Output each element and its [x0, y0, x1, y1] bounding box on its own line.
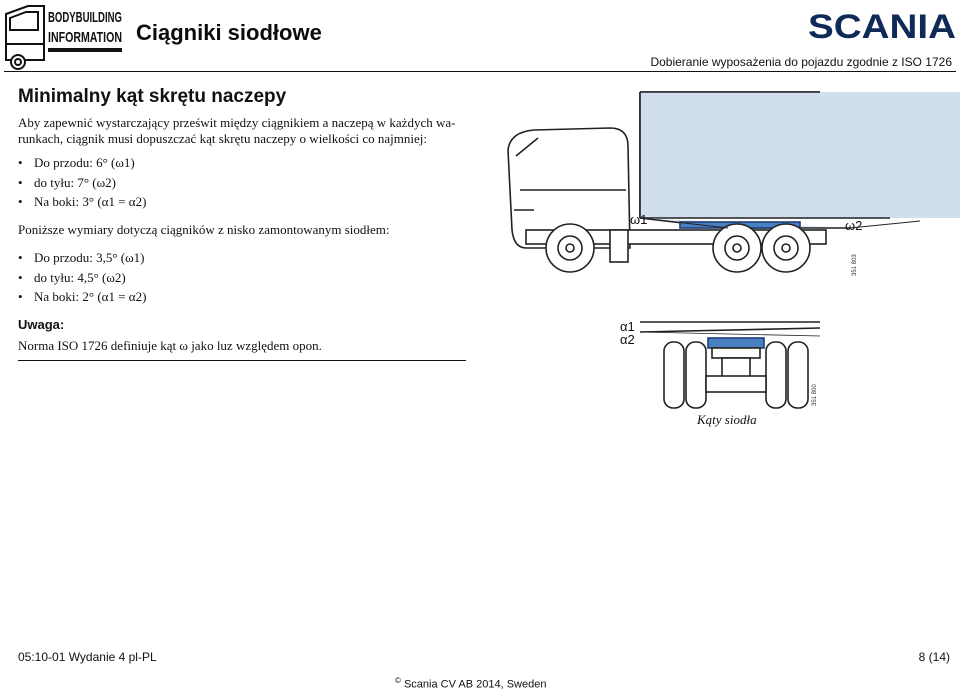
- note-divider: [18, 360, 466, 361]
- angle-label-w1: ω1: [630, 212, 648, 227]
- note-text: Norma ISO 1726 definiuje kąt ω jako luz względem opon.: [18, 338, 322, 353]
- fifth-wheel-angles-figure: [490, 80, 950, 440]
- rear-wheel-1: [713, 224, 761, 272]
- list-item: • do tyłu: 4,5° (ω2): [18, 268, 146, 288]
- logo-text-2: INFORMATION: [48, 29, 122, 46]
- tyre-right-inner: [766, 342, 786, 408]
- copyright-text: Scania CV AB 2014, Sweden: [403, 678, 547, 691]
- low-fifth-wheel-paragraph: Poniższe wymiary dotyczą ciągników z nisko zamontowanym siodłem:: [18, 222, 390, 237]
- angle-label-w2: ω2: [845, 218, 863, 233]
- document-subtitle: Dobieranie wyposażenia do pojazdu zgodnie z ISO 1726: [650, 55, 952, 69]
- list-item: • Do przodu: 6° (ω1): [18, 153, 146, 173]
- angle-label-a2: α2: [620, 332, 635, 347]
- intro-paragraph: [18, 115, 468, 147]
- list-item: • Do przodu: 3,5° (ω1): [18, 248, 146, 268]
- figure-ref-2: 351 800: [812, 384, 818, 406]
- header-divider: [4, 71, 956, 72]
- front-wheel: [546, 224, 594, 272]
- copyright-symbol: ©: [395, 676, 401, 685]
- footer-page-number: 8 (14): [918, 650, 950, 664]
- intro-line-1: Aby zapewnić wystarczający prześwit między ciągnikiem a naczepą w każdych wa-: [18, 115, 456, 130]
- section-title: Minimalny kąt skrętu naczepy: [18, 86, 287, 107]
- truck-icon: [6, 6, 44, 69]
- tyre-right-outer: [788, 342, 808, 408]
- scania-logo: [808, 8, 956, 46]
- angle-label-a1: α1: [620, 319, 635, 334]
- rear-wheel-2: [762, 224, 810, 272]
- footer-copyright: [395, 676, 546, 691]
- scania-wordmark: SCANIA: [808, 8, 956, 46]
- footer-edition: 05:10-01 Wydanie 4 pl-PL: [18, 650, 157, 664]
- low-fifth-wheel-angle-list: [18, 248, 146, 307]
- standard-angle-list: [18, 153, 146, 212]
- bodybuilding-information-logo: [0, 0, 126, 72]
- figure-ref-1: 351 803: [852, 254, 858, 276]
- list-item: • do tyłu: 7° (ω2): [18, 173, 146, 193]
- intro-line-2: runkach, ciągnik musi dopuszczać kąt skrętu naczepy o wielkości co najmniej:: [18, 131, 427, 146]
- rear-view-illustration: [640, 322, 820, 408]
- document-title: Ciągniki siodłowe: [136, 20, 322, 45]
- list-item: • Na boki: 3° (α1 = α2): [18, 192, 146, 212]
- list-item: • Na boki: 2° (α1 = α2): [18, 287, 146, 307]
- side-view-illustration: [508, 92, 960, 272]
- fifth-wheel-rear: [708, 338, 764, 348]
- note-label: Uwaga:: [18, 317, 65, 332]
- figure-caption: Kąty siodła: [697, 412, 757, 427]
- logo-text-1: BODYBUILDING: [48, 9, 122, 26]
- trailer-box: [640, 92, 960, 218]
- tyre-left-outer: [664, 342, 684, 408]
- tyre-left-inner: [686, 342, 706, 408]
